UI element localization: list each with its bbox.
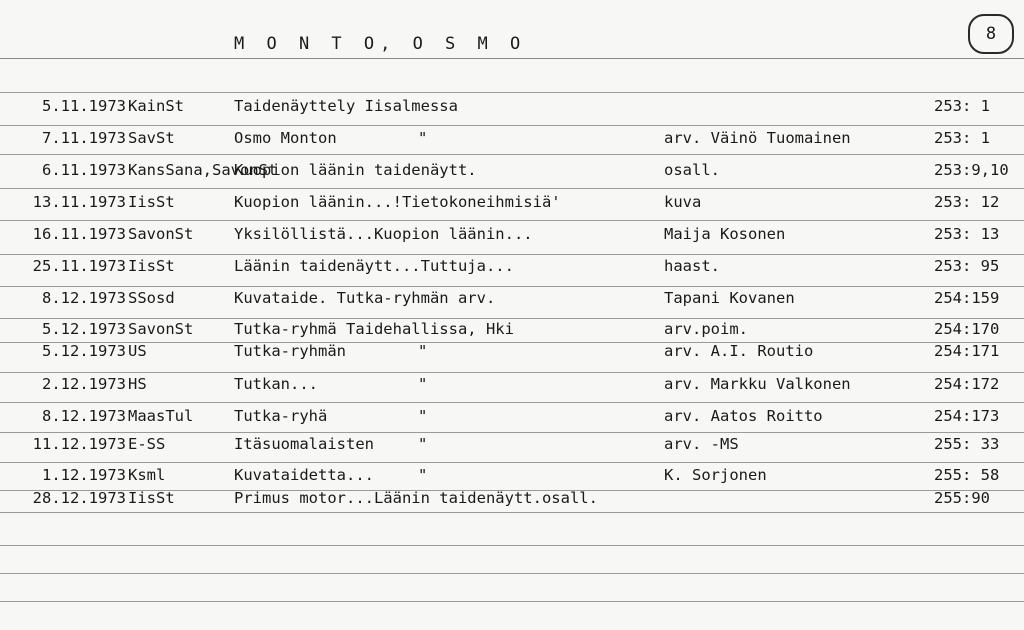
ruled-line <box>0 286 1024 287</box>
entry-row <box>0 193 1024 215</box>
entry-row <box>0 97 1024 119</box>
entry-ditto-mark: " <box>418 129 428 147</box>
entry-date: 28.12.1973 <box>32 489 126 507</box>
entry-reference: 253: 12 <box>934 193 1000 211</box>
entry-row <box>0 320 1024 342</box>
entry-author: arv. Aatos Roitto <box>664 407 823 425</box>
entry-row <box>0 466 1024 488</box>
entry-title: Primus motor...Läänin taidenäytt.osall. <box>234 489 598 507</box>
entry-reference: 255: 33 <box>934 435 1000 453</box>
entry-reference: 253: 1 <box>934 97 990 115</box>
entry-newspaper: IisSt <box>128 489 175 507</box>
entry-newspaper: SSosd <box>128 289 175 307</box>
entry-date: 6.11.1973 <box>42 161 126 179</box>
entry-author: haast. <box>664 257 720 275</box>
entry-date: 5.12.1973 <box>42 320 126 338</box>
entry-date: 5.12.1973 <box>42 342 126 360</box>
entry-ditto-mark: " <box>418 375 428 393</box>
entry-title: Tutka-ryhmä Taidehallissa, Hki <box>234 320 514 338</box>
person-name: M O N T O, O S M O <box>234 34 527 54</box>
entry-date: 25.11.1973 <box>32 257 126 275</box>
entry-date: 13.11.1973 <box>32 193 126 211</box>
entry-newspaper: Ksml <box>128 466 166 484</box>
ruled-line <box>0 318 1024 319</box>
entry-author: arv. A.I. Routio <box>664 342 814 360</box>
entry-date: 5.11.1973 <box>42 97 126 115</box>
ruled-line <box>0 92 1024 93</box>
entry-reference: 253: 13 <box>934 225 1000 243</box>
entry-ditto-mark: " <box>418 435 428 453</box>
entry-title: Yksilöllistä...Kuopion läänin... <box>234 225 533 243</box>
entry-title: Läänin taidenäytt...Tuttuja... <box>234 257 514 275</box>
entry-title: Kuvataide. Tutka-ryhmän arv. <box>234 289 496 307</box>
entry-newspaper: IisSt <box>128 257 175 275</box>
entry-row <box>0 161 1024 183</box>
entry-title: Tutka-ryhä <box>234 407 328 425</box>
entry-newspaper: SavonSt <box>128 225 194 243</box>
entry-author: arv. -MS <box>664 435 739 453</box>
entry-row <box>0 342 1024 364</box>
entry-reference: 255:90 <box>934 489 990 507</box>
entry-ditto-mark: " <box>418 466 428 484</box>
entry-author: K. Sorjonen <box>664 466 767 484</box>
entry-reference: 253:9,10 <box>934 161 1009 179</box>
entry-title: Osmo Monton <box>234 129 337 147</box>
ruled-line <box>0 188 1024 189</box>
entry-row <box>0 489 1024 511</box>
entry-title: Taidenäyttely Iisalmessa <box>234 97 458 115</box>
ruled-line <box>0 545 1024 546</box>
entry-reference: 254:159 <box>934 289 1000 307</box>
ruled-line <box>0 402 1024 403</box>
entry-date: 2.12.1973 <box>42 375 126 393</box>
entry-author: arv.poim. <box>664 320 748 338</box>
ruled-line <box>0 432 1024 433</box>
entry-date: 11.12.1973 <box>32 435 126 453</box>
entry-reference: 254:173 <box>934 407 1000 425</box>
entry-reference: 253: 1 <box>934 129 990 147</box>
entry-reference: 253: 95 <box>934 257 1000 275</box>
entry-reference: 255: 58 <box>934 466 1000 484</box>
ruled-line <box>0 462 1024 463</box>
entry-date: 8.12.1973 <box>42 289 126 307</box>
entry-row <box>0 129 1024 151</box>
entry-author: arv. Väinö Tuomainen <box>664 129 851 147</box>
entry-row <box>0 435 1024 457</box>
ruled-line <box>0 154 1024 155</box>
entry-reference: 254:171 <box>934 342 1000 360</box>
entry-author: arv. Markku Valkonen <box>664 375 851 393</box>
ruled-line <box>0 601 1024 602</box>
entry-title: Itäsuomalaisten <box>234 435 374 453</box>
entry-newspaper: KainSt <box>128 97 184 115</box>
entry-row <box>0 407 1024 429</box>
entry-newspaper: KansSana,SavonSt <box>128 161 278 179</box>
ruled-line <box>0 372 1024 373</box>
entry-newspaper: SavSt <box>128 129 175 147</box>
entry-date: 8.12.1973 <box>42 407 126 425</box>
entry-title: Tutkan... <box>234 375 318 393</box>
entry-newspaper: E-SS <box>128 435 166 453</box>
entry-date: 1.12.1973 <box>42 466 126 484</box>
entry-reference: 254:172 <box>934 375 1000 393</box>
ruled-line <box>0 220 1024 221</box>
card-number-badge: 8 <box>968 14 1014 54</box>
entry-row <box>0 375 1024 397</box>
entry-row <box>0 289 1024 311</box>
entry-date: 16.11.1973 <box>32 225 126 243</box>
entry-newspaper: US <box>128 342 147 360</box>
entry-author: Tapani Kovanen <box>664 289 795 307</box>
entry-newspaper: IisSt <box>128 193 175 211</box>
entry-author: Maija Kosonen <box>664 225 786 243</box>
entry-newspaper: MaasTul <box>128 407 194 425</box>
entry-ditto-mark: " <box>418 342 428 360</box>
ruled-line <box>0 125 1024 126</box>
entry-author: osall. <box>664 161 720 179</box>
entry-title: Kuopion läänin taidenäytt. <box>234 161 477 179</box>
entry-row <box>0 225 1024 247</box>
entry-row <box>0 257 1024 279</box>
ruled-line <box>0 573 1024 574</box>
entry-ditto-mark: " <box>418 407 428 425</box>
entry-title: Kuopion läänin...!Tietokoneihmisiä' <box>234 193 561 211</box>
ruled-line <box>0 58 1024 59</box>
ruled-line <box>0 254 1024 255</box>
entry-newspaper: SavonSt <box>128 320 194 338</box>
entry-title: Kuvataidetta... <box>234 466 374 484</box>
ruled-line <box>0 512 1024 513</box>
entry-author: kuva <box>664 193 702 211</box>
entry-title: Tutka-ryhmän <box>234 342 346 360</box>
entry-date: 7.11.1973 <box>42 129 126 147</box>
entry-newspaper: HS <box>128 375 147 393</box>
entry-reference: 254:170 <box>934 320 1000 338</box>
